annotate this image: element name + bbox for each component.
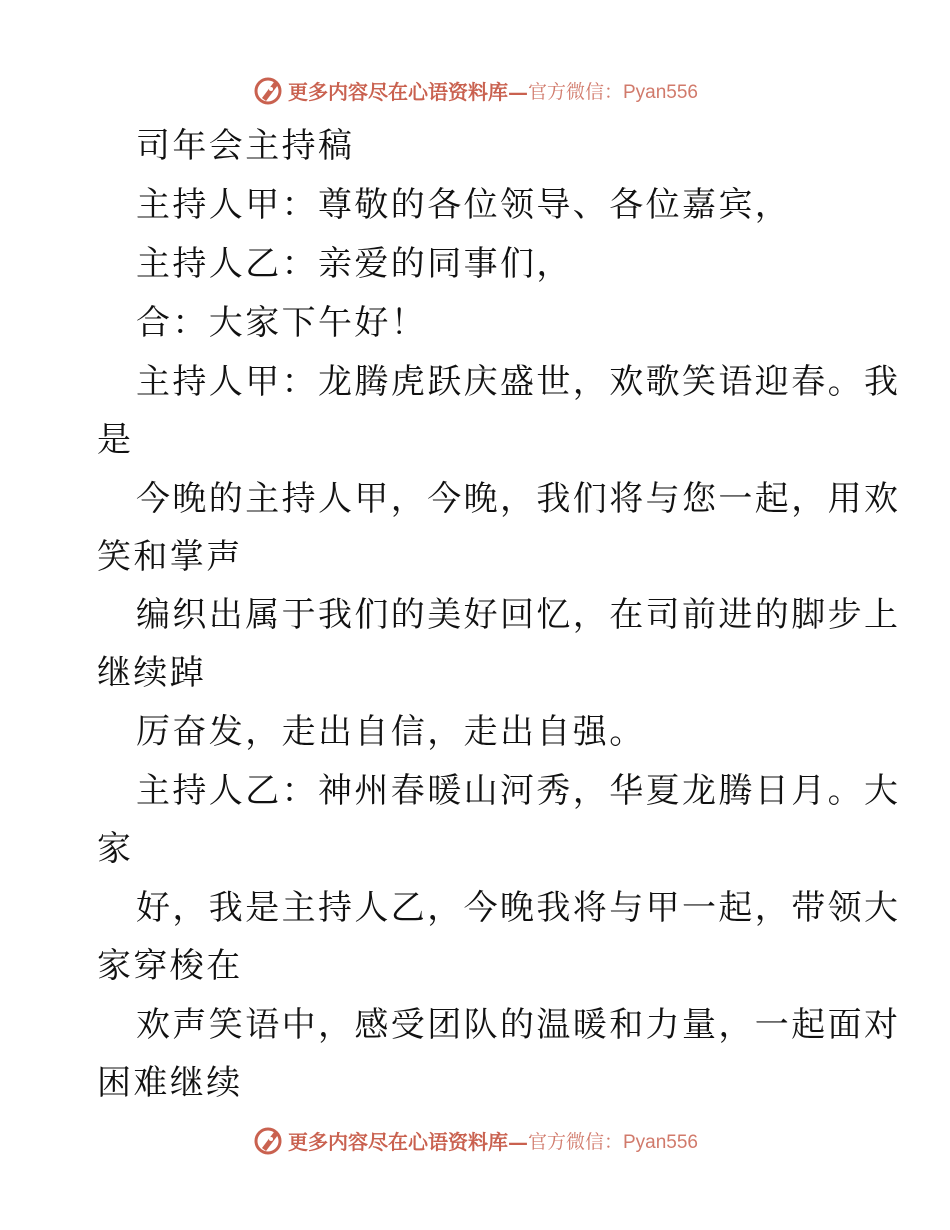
body-line: 主持人甲：尊敬的各位领导、各位嘉宾， xyxy=(136,185,792,225)
watermark-wechat: 官方微信：Pyan556 xyxy=(527,81,698,103)
footer-watermark xyxy=(0,1120,950,1160)
body-line: 好，我是主持人乙，今晚我将与甲一起，带领大 xyxy=(136,888,901,928)
watermark-text: 更多内容尽在心语资料库— xyxy=(287,79,528,104)
pen-nib-circle-icon xyxy=(252,1124,284,1156)
body-line: 主持人乙：亲爱的同事们， xyxy=(136,244,573,284)
body-line: 厉奋发，走出自信，走出自强。 xyxy=(136,712,646,752)
pen-nib-circle-icon xyxy=(252,74,284,106)
body-line: 继续踔 xyxy=(97,653,207,693)
header-watermark xyxy=(0,70,950,110)
body-line: 家 xyxy=(97,829,134,869)
body-line: 家穿梭在 xyxy=(97,946,243,986)
watermark-text: 更多内容尽在心语资料库— xyxy=(287,1129,528,1154)
body-line: 司年会主持稿 xyxy=(136,126,355,166)
body-line: 是 xyxy=(97,420,134,460)
body-line: 笑和掌声 xyxy=(97,537,243,577)
body-line: 编织出属于我们的美好回忆，在司前进的脚步上 xyxy=(136,595,901,635)
body-line: 主持人甲：龙腾虎跃庆盛世，欢歌笑语迎春。我 xyxy=(136,362,901,402)
body-line: 合：大家下午好！ xyxy=(136,303,428,343)
body-line: 困难继续 xyxy=(97,1063,243,1103)
watermark-wechat: 官方微信：Pyan556 xyxy=(527,1131,698,1153)
body-line: 主持人乙：神州春暖山河秀，华夏龙腾日月。大 xyxy=(136,771,901,811)
body-line: 欢声笑语中，感受团队的温暖和力量，一起面对 xyxy=(136,1005,901,1045)
body-line: 今晚的主持人甲，今晚，我们将与您一起，用欢 xyxy=(136,479,901,519)
